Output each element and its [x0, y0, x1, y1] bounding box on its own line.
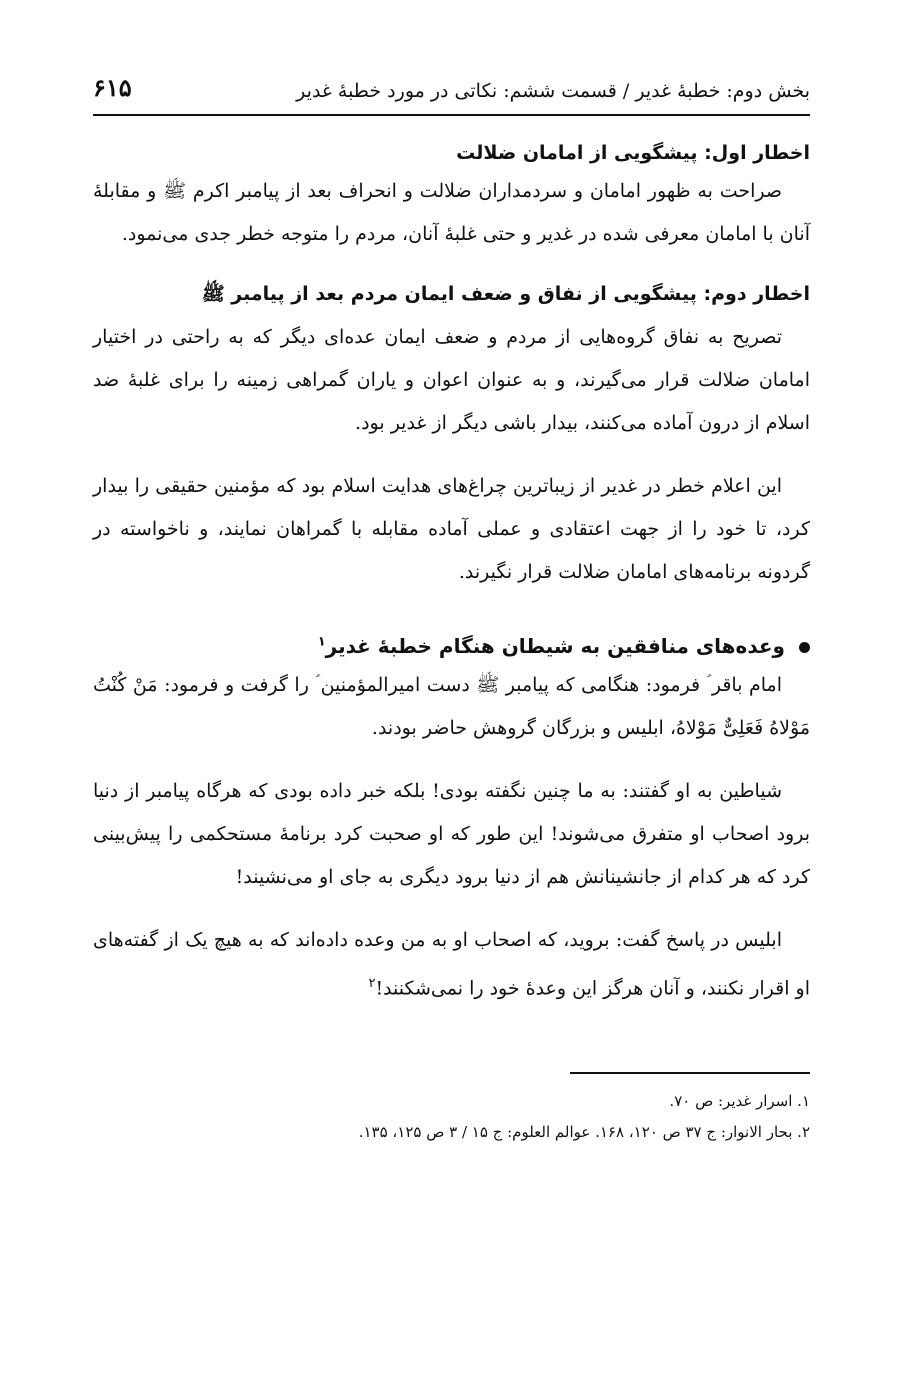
book-page	[93, 62, 810, 1148]
paragraph: این اعلام خطر در غدیر از زیباترین چراغ‌های هدایت اسلام بود که مؤمنین حقیقی را بیدار کرد، تا خود را از جهت اعتقادی و عملی آماده مقابله با گمراهان نمایند، و ناخواسته در گردونه برنامه‌های امامان ضلالت قرار نگیرند.	[93, 475, 810, 583]
footnote-rule	[570, 1072, 810, 1074]
header-rule	[93, 114, 810, 116]
footnote-2: ۲. بحار الانوار: ج ۳۷ ص ۱۲۰، ۱۶۸. عوالم العلوم: ج ۱۵ / ۳ ص ۱۲۵، ۱۳۵.	[358, 1123, 810, 1142]
footnote-ref-1[interactable]: ۱	[317, 634, 326, 650]
paragraph-text: ابلیس در پاسخ گفت: بروید، که اصحاب او به من وعده داده‌اند که به هیچ یک از گفته‌های او اقرار نکنند، و آنان هرگز این وعدۀ خود را نمی‌شکنند!	[93, 929, 810, 1000]
paragraph: امام باقر ؑ فرمود: هنگامی که پیامبر ﷺ دست امیرالمؤمنین ؑ را گرفت و فرمود: مَنْ کُنْتُ مَوْلاهُ فَعَلِیٌّ مَوْلاهُ، ابلیس و بزرگان گروهش حاضر بودند.	[93, 674, 810, 739]
section-heading-promises	[93, 634, 810, 658]
bullet-icon	[799, 642, 810, 653]
paragraph: صراحت به ظهور امامان و سردمداران ضلالت و انحراف بعد از پیامبر اکرم ﷺ و مقابلۀ آنان با امامان معرفی شده در غدیر و حتی غلبۀ آنان، مردم را متوجه خطر جدی می‌نمود.	[93, 180, 810, 245]
footnote-1: ۱. اسرار غدیر: ص ۷۰.	[669, 1092, 810, 1111]
footnote-ref-2[interactable]: ۲	[368, 976, 376, 991]
section-heading-warning-2: اخطار دوم: پیشگویی از نفاق و ضعف ایمان مردم بعد از پیامبر ﷺ	[201, 283, 810, 305]
paragraph	[93, 919, 810, 1010]
section-heading-text: وعده‌های منافقین به شیطان هنگام خطبۀ غدیر	[325, 634, 785, 658]
paragraph: شیاطین به او گفتند: به ما چنین نگفته بودی! بلکه خبر داده بودی که هرگاه پیامبر از دنیا برود اصحاب او متفرق می‌شوند! این طور که او صحبت کرد برنامۀ مستحکمی را پیش‌بینی کرد که هر کدام از جانشینانش هم از دنیا برود دیگری به جای او می‌نشیند!	[93, 780, 810, 888]
page-number: ۶۱۵	[93, 73, 132, 102]
section-heading-warning-1: اخطار اول: پیشگویی از امامان ضلالت	[456, 142, 810, 164]
running-head: بخش دوم: خطبۀ غدیر / قسمت ششم: نکاتی در مورد خطبۀ غدیر	[296, 80, 810, 102]
paragraph: تصریح به نفاق گروه‌هایی از مردم و ضعف ایمان عده‌ای دیگر که به راحتی در اختیار امامان ضلالت قرار می‌گیرند، و به عنوان اعوان و یاران گمراهی زمینه را برای غلبۀ ضد اسلام از درون آماده می‌کنند، بیدار باشی دیگر از غدیر بود.	[93, 326, 810, 434]
page-header	[93, 62, 810, 102]
